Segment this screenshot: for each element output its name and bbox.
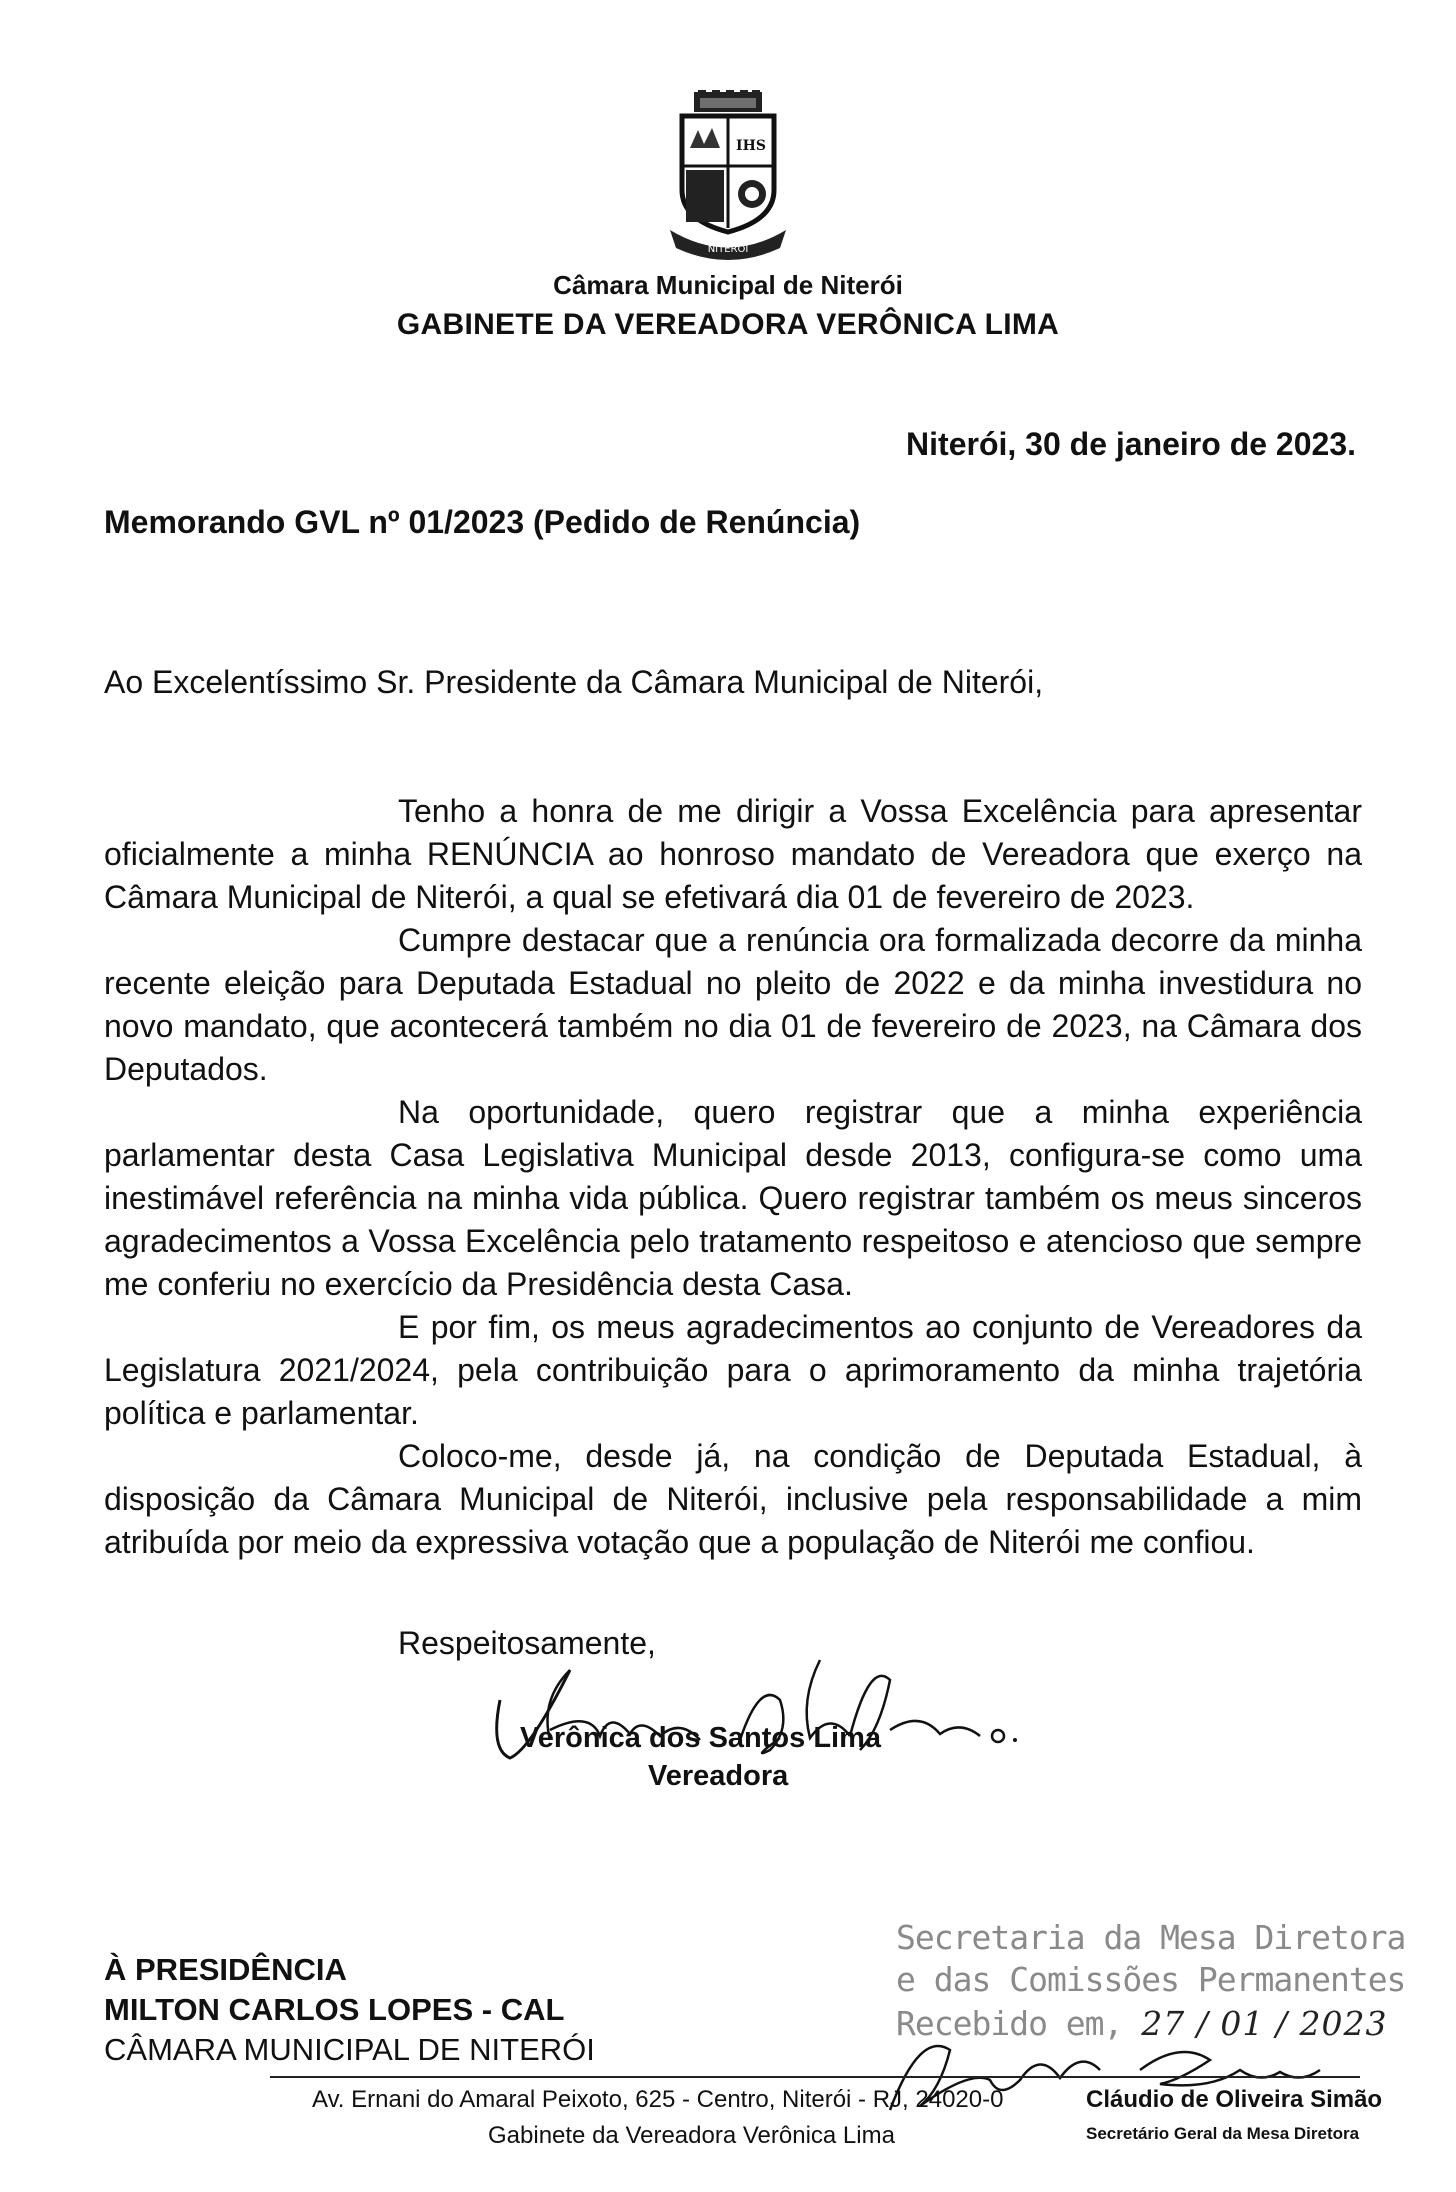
- crest-emblem-icon: [668, 90, 788, 260]
- institution-name: Câmara Municipal de Niterói: [553, 270, 903, 300]
- salutation: Ao Excelentíssimo Sr. Presidente da Câmara Municipal de Niterói,: [104, 664, 1044, 700]
- handwritten-signature-icon: [480, 1640, 1020, 1780]
- office-name: GABINETE DA VEREADORA VERÔNICA LIMA: [396, 308, 1060, 341]
- body-paragraph: Tenho a honra de me dirigir a Vossa Excelência para apresentar oficialmente a minha RENÚNCIA ao honroso mandato de Vereadora que exerço na Câmara Municipal de Niterói, a qual se efetivará dia 01 de fevereiro de 2023.: [104, 793, 1362, 915]
- body-paragraph: Coloco-me, desde já, na condição de Deputada Estadual, à disposição da Câmara Municipal de Niterói, inclusive pela responsabilidade a mim atribuída por meio da expressiva votação que a população de Niterói me confiou.: [104, 1438, 1362, 1560]
- memo-body: [104, 790, 1362, 1564]
- memo-date: Niterói, 30 de janeiro de 2023.: [906, 426, 1356, 462]
- stamp-line-2: e das Comissões Permanentes: [896, 1960, 1406, 1999]
- stamp-received-label: Recebido em,: [896, 2004, 1123, 2043]
- stamp-received-date: 27 / 01 / 2023: [1141, 2004, 1388, 2043]
- footer-divider: [270, 2076, 1360, 2078]
- stamp-signer-role: Secretário Geral da Mesa Diretora: [1086, 2124, 1360, 2143]
- stamp-line-1: Secretaria da Mesa Diretora: [896, 1918, 1406, 1957]
- signer-role: Vereadora: [648, 1760, 789, 1792]
- addressee-line-2: MILTON CARLOS LOPES - CAL: [104, 1992, 565, 2027]
- signer-name: Verônica dos Santos Lima: [520, 1722, 881, 1754]
- memo-reference: Memorando GVL nº 01/2023 (Pedido de Renúncia): [104, 504, 861, 540]
- addressee-line-3: CÂMARA MUNICIPAL DE NITERÓI: [104, 2032, 595, 2067]
- body-paragraph: Cumpre destacar que a renúncia ora formalizada decorre da minha recente eleição para Deputada Estadual no pleito de 2022 e da minha investidura no novo mandato, que acontecerá também no dia 01 de fevereiro de 2023, na Câmara dos Deputados.: [104, 922, 1362, 1087]
- footer-address: Av. Ernani do Amaral Peixoto, 625 - Centro, Niterói - RJ, 24020-0: [312, 2086, 1004, 2113]
- addressee-line-1: À PRESIDÊNCIA: [104, 1952, 347, 1987]
- closing-text: Respeitosamente,: [398, 1625, 656, 1661]
- stamp-signer-name: Cláudio de Oliveira Simão: [1086, 2086, 1383, 2113]
- body-paragraph: E por fim, os meus agradecimentos ao conjunto de Vereadores da Legislatura 2021/2024, pela contribuição para o aprimoramento da minha trajetória política e parlamentar.: [104, 1309, 1362, 1431]
- crest-monogram-text: IHS: [736, 138, 766, 154]
- footer-office: Gabinete da Vereadora Verônica Lima: [488, 2122, 895, 2149]
- crest-ribbon-text: NITERÓI: [707, 244, 749, 255]
- body-paragraph: Na oportunidade, quero registrar que a minha experiência parlamentar desta Casa Legislativa Municipal desde 2013, configura-se como uma inestimável referência na minha vida pública. Quero registrar também os meus sinceros agradecimentos a Vossa Excelência pelo tratamento respeitoso e atencioso que sempre me conferiu no exercício da Presidência desta Casa.: [104, 1094, 1362, 1302]
